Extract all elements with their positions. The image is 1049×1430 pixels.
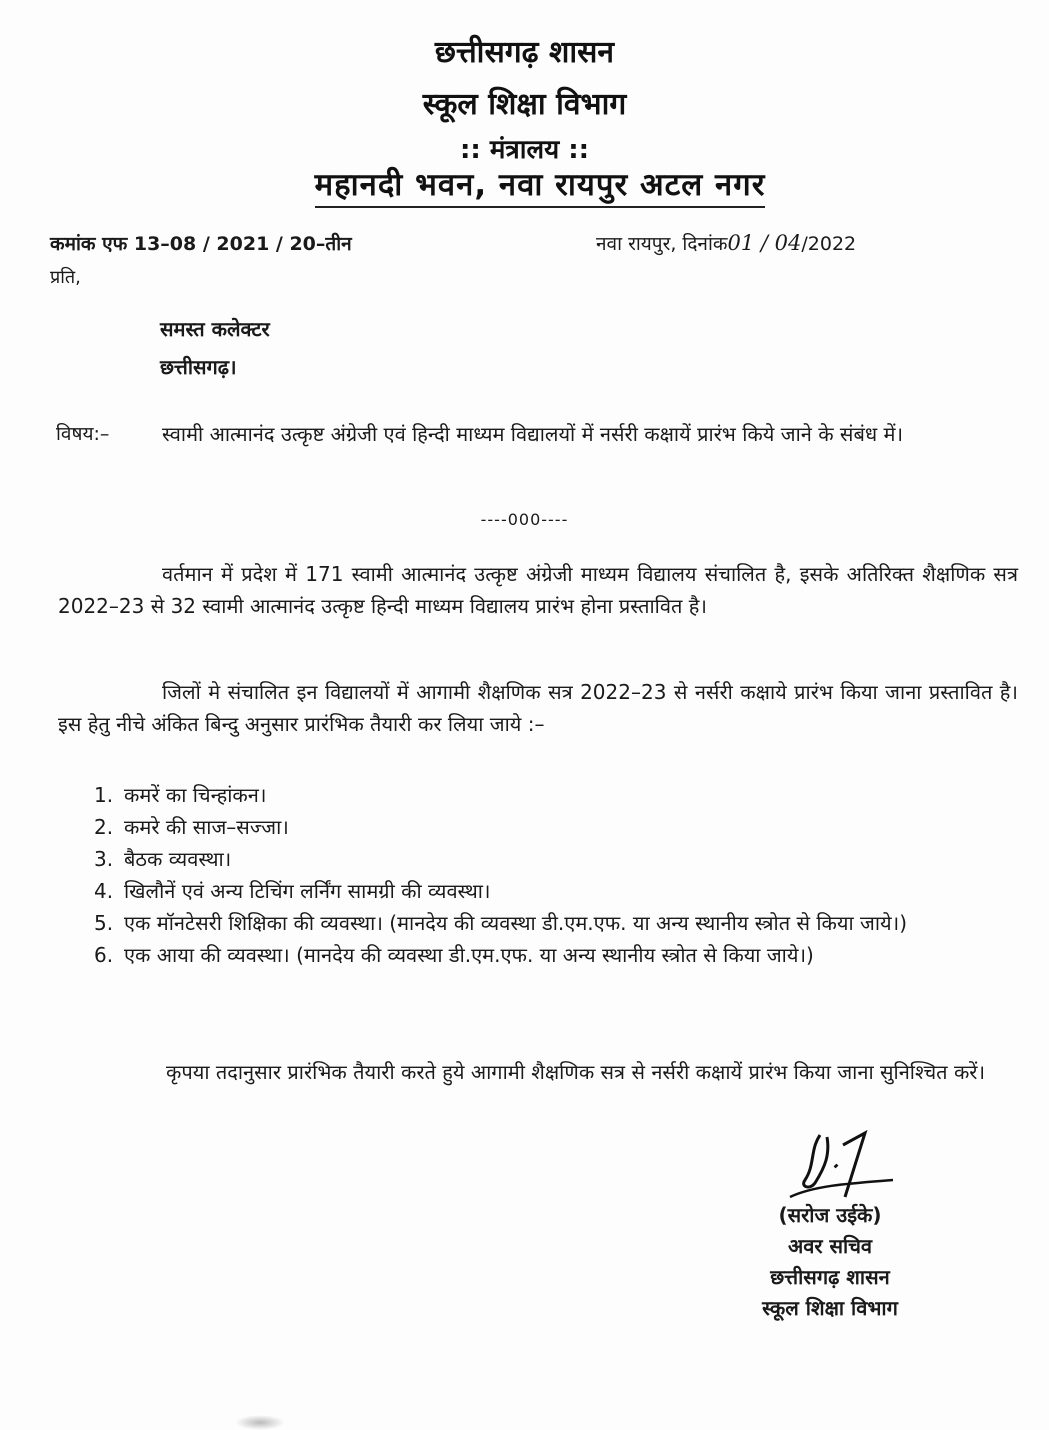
- list-number: 4.: [94, 879, 114, 903]
- separator: ----000----: [480, 510, 569, 529]
- list-number: 3.: [94, 847, 114, 871]
- paragraph-2-text: जिलों मे संचालित इन विद्यालयों में आगामी शैक्षणिक सत्र 2022–23 से नर्सरी कक्षाये प्रारंभ किया जाना प्रस्तावित है। इस हेतु नीचे अंकित बिन्दु अनुसार प्रारंभिक तैयारी कर लिया जाये :–: [58, 680, 1018, 736]
- date-year: /2022: [801, 233, 857, 255]
- signatory-org-1: छत्तीसगढ़ शासन: [770, 1265, 890, 1289]
- paragraph-3-text: कृपया तदानुसार प्रारंभिक तैयारी करते हुये आगामी शैक्षणिक सत्र से नर्सरी कक्षायें प्रारंभ किया जाना सुनिश्चित करें।: [166, 1060, 986, 1084]
- paragraph-2: [58, 676, 1018, 740]
- recipient-line-2: छत्तीसगढ़।: [160, 355, 237, 379]
- list-item: [94, 844, 1014, 874]
- list-item: [94, 908, 1014, 938]
- list-item: [94, 812, 1014, 842]
- header-government: छत्तीसगढ़ शासन: [434, 35, 615, 70]
- reference-number: कमांक एफ 13–08 / 2021 / 20–तीन: [50, 233, 352, 255]
- header-address: [270, 163, 810, 205]
- list-number: 5.: [94, 911, 114, 935]
- subject-text: स्वामी आत्मानंद उत्कृष्ट अंग्रेजी एवं हिन्दी माध्यम विद्यालयों में नर्सरी कक्षायें प्रारंभ किये जाने के संबंध में।: [162, 422, 904, 446]
- list-text: एक मॉनटेसरी शिक्षिका की व्यवस्था। (मानदेय की व्यवस्था डी.एम.एफ. या अन्य स्थानीय स्त्रोत से किया जाये।): [124, 911, 908, 935]
- recipient-line-1: समस्त कलेक्टर: [160, 317, 270, 341]
- action-list: [94, 780, 1014, 972]
- handwritten-date: 01 / 04: [727, 231, 802, 255]
- header-department: स्कूल शिक्षा विभाग: [422, 87, 627, 122]
- prati-label: प्रति,: [50, 267, 81, 288]
- list-text: कमरें का चिन्हांकन।: [124, 783, 267, 807]
- scan-smudge: [235, 1415, 285, 1430]
- signatory-details: [730, 1200, 930, 1324]
- list-item: [94, 780, 1014, 810]
- header-ministry: :: मंत्रालय ::: [459, 135, 590, 165]
- list-item: [94, 876, 1014, 906]
- list-item: [94, 940, 1014, 970]
- place-date: [596, 230, 856, 256]
- signature-scribble-icon: [775, 1125, 895, 1205]
- signatory-designation: अवर सचिव: [787, 1234, 873, 1258]
- list-text: कमरे की साज–सज्जा।: [124, 815, 289, 839]
- signatory-name: (सरोज उईके): [778, 1203, 882, 1227]
- place-date-prefix: नवा रायपुर, दिनांक: [596, 233, 728, 255]
- list-number: 6.: [94, 943, 114, 967]
- subject-label: विषय:–: [56, 423, 110, 445]
- header-address-text: महानदी भवन, नवा रायपुर अटल नगर: [315, 167, 766, 208]
- list-number: 1.: [94, 783, 114, 807]
- signature-block: [735, 1125, 935, 1205]
- list-text: बैठक व्यवस्था।: [124, 847, 232, 871]
- list-number: 2.: [94, 815, 114, 839]
- signatory-org-2: स्कूल शिक्षा विभाग: [762, 1296, 898, 1320]
- paragraph-1-text: वर्तमान में प्रदेश में 171 स्वामी आत्मानंद उत्कृष्ट अंग्रेजी माध्यम विद्यालय संचालित है, इसके अतिरिक्त शैक्षणिक सत्र 2022–23 से 32 स्वामी आत्मानंद उत्कृष्ट हिन्दी माध्यम विद्यालय प्रारंभ होना प्रस्तावित है।: [58, 562, 1018, 618]
- paragraph-3: [62, 1056, 1012, 1088]
- list-text: एक आया की व्यवस्था। (मानदेय की व्यवस्था डी.एम.एफ. या अन्य स्थानीय स्त्रोत से किया जाये।): [124, 943, 814, 967]
- list-text: खिलौनें एवं अन्य टिचिंग लर्निंग सामग्री की व्यवस्था।: [124, 879, 491, 903]
- paragraph-1: [58, 558, 1018, 622]
